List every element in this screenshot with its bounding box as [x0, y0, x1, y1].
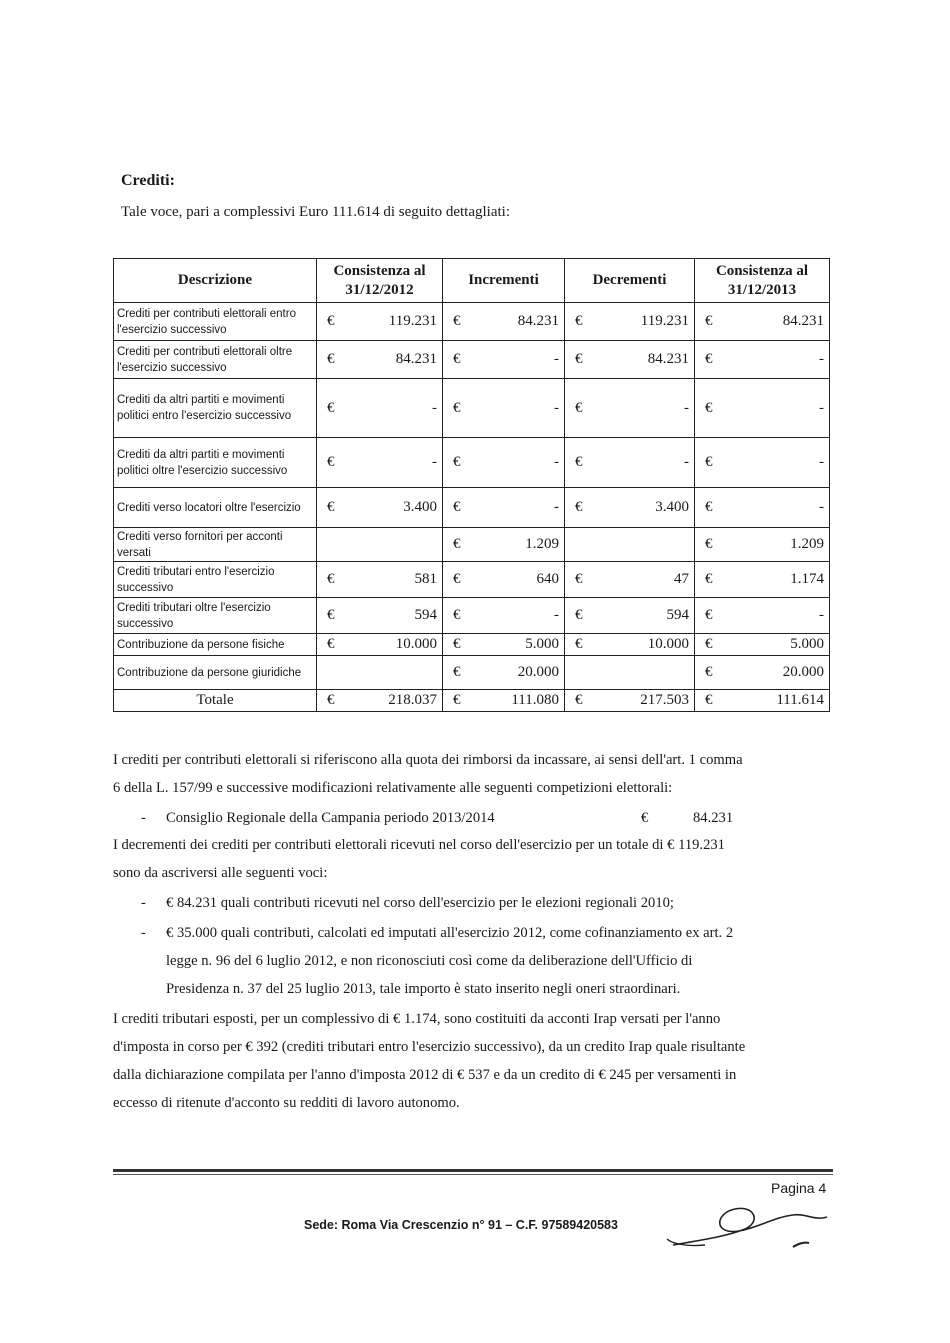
- paragraph-3-line-1: I crediti tributari esposti, per un complessivo di € 1.174, sono costituiti da acconti Irap versati per l'anno: [113, 1011, 721, 1027]
- bullet-1-text: Consiglio Regionale della Campania periodo 2013/2014: [166, 810, 495, 826]
- intro-text: Tale voce, pari a complessivi Euro 111.614 di seguito dettagliati:: [121, 204, 510, 220]
- amount-cell: [443, 488, 565, 528]
- euro-sign: €: [327, 499, 335, 515]
- amount-value: 1.209: [525, 536, 559, 552]
- amount-value: -: [554, 399, 559, 416]
- amount-value: 10.000: [395, 636, 437, 652]
- total-amount-value: 217.503: [640, 692, 689, 708]
- amount-value: 5.000: [525, 636, 559, 652]
- amount-cell: [443, 528, 565, 562]
- table-row: [114, 656, 830, 690]
- euro-sign: €: [327, 313, 335, 329]
- total-row: [114, 690, 830, 712]
- amount-cell: [317, 438, 443, 488]
- amount-cell: [695, 488, 830, 528]
- table-row: [114, 303, 830, 341]
- amount-cell: [565, 634, 695, 656]
- amount-cell: [695, 634, 830, 656]
- amount-value: 3.400: [403, 499, 437, 515]
- row-description: Crediti verso fornitori per acconti versati: [114, 528, 317, 562]
- euro-sign: €: [453, 351, 461, 367]
- amount-value: 119.231: [388, 313, 437, 329]
- amount-value: -: [819, 607, 824, 623]
- header-consistenza-2013: Consistenza al 31/12/2013: [695, 259, 830, 303]
- section-title: Crediti:: [121, 172, 175, 189]
- signature-image: [665, 1195, 845, 1265]
- paragraph-3-line-4: eccesso di ritenute d'acconto su redditi di lavoro autonomo.: [113, 1095, 460, 1111]
- euro-sign: €: [453, 607, 461, 623]
- amount-cell: [317, 303, 443, 341]
- amount-value: 581: [414, 571, 437, 587]
- bullet-3-line-3: Presidenza n. 37 del 25 luglio 2013, tale importo è stato inserito negli oneri straordinari.: [166, 981, 681, 997]
- euro-sign: €: [453, 692, 461, 708]
- total-amount-cell: [565, 690, 695, 712]
- amount-value: 10.000: [647, 636, 689, 652]
- header-descrizione: Descrizione: [114, 259, 317, 303]
- amount-value: -: [819, 399, 824, 416]
- euro-sign: €: [453, 664, 461, 680]
- amount-cell: [443, 598, 565, 634]
- table-row: [114, 438, 830, 488]
- euro-sign: €: [575, 571, 583, 587]
- euro-sign: €: [705, 454, 713, 470]
- amount-cell: [443, 341, 565, 379]
- row-description: Crediti tributari oltre l'esercizio successivo: [114, 598, 317, 634]
- paragraph-3-line-2: d'imposta in corso per € 392 (crediti tributari entro l'esercizio successivo), da un credito Irap quale risultante: [113, 1039, 746, 1055]
- euro-sign: €: [705, 664, 713, 680]
- euro-sign: €: [705, 607, 713, 623]
- amount-value: 5.000: [790, 636, 824, 652]
- header-decrementi: Decrementi: [565, 259, 695, 303]
- amount-cell: [695, 341, 830, 379]
- amount-value: -: [432, 399, 437, 416]
- amount-value: -: [554, 607, 559, 623]
- euro-sign: €: [327, 636, 335, 652]
- euro-sign: €: [575, 454, 583, 470]
- amount-value: 594: [414, 607, 437, 623]
- amount-cell: [443, 562, 565, 598]
- credits-table: [113, 258, 830, 712]
- bullet-dash-3: -: [141, 925, 146, 941]
- amount-cell: [565, 528, 695, 562]
- euro-sign: €: [705, 692, 713, 708]
- amount-cell: [443, 438, 565, 488]
- amount-cell: [565, 562, 695, 598]
- amount-cell: [565, 598, 695, 634]
- euro-sign: €: [705, 536, 713, 552]
- euro-sign: €: [575, 399, 583, 416]
- amount-cell: [317, 341, 443, 379]
- euro-sign: €: [453, 399, 461, 416]
- amount-value: 1.174: [790, 571, 824, 587]
- amount-cell: [565, 438, 695, 488]
- table-row: [114, 341, 830, 379]
- euro-sign: €: [453, 499, 461, 515]
- bullet-dash-2: -: [141, 895, 146, 911]
- amount-value: 3.400: [655, 499, 689, 515]
- amount-value: -: [819, 499, 824, 515]
- total-amount-cell: [443, 690, 565, 712]
- table-row: [114, 528, 830, 562]
- amount-cell: [695, 438, 830, 488]
- row-description: Contribuzione da persone giuridiche: [114, 656, 317, 690]
- total-amount-cell: [695, 690, 830, 712]
- amount-value: 84.231: [517, 313, 559, 329]
- amount-value: 20.000: [782, 664, 824, 680]
- paragraph-2-line-1: I decrementi dei crediti per contributi elettorali ricevuti nel corso dell'esercizio per un totale di € 119.231: [113, 837, 725, 853]
- euro-sign: €: [705, 313, 713, 329]
- amount-cell: [565, 303, 695, 341]
- bullet-1-value: 84.231: [693, 810, 734, 826]
- euro-sign: €: [453, 454, 461, 470]
- total-amount-cell: [317, 690, 443, 712]
- bullet-2-text: € 84.231 quali contributi ricevuti nel corso dell'esercizio per le elezioni regionali 2010;: [166, 895, 674, 911]
- euro-sign: €: [327, 351, 335, 367]
- euro-sign: €: [327, 692, 335, 708]
- bullet-1-currency: €: [641, 810, 649, 826]
- amount-value: -: [554, 454, 559, 470]
- amount-cell: [565, 379, 695, 438]
- euro-sign: €: [327, 571, 335, 587]
- amount-value: 640: [536, 571, 559, 587]
- amount-cell: [443, 656, 565, 690]
- amount-value: 47: [674, 571, 689, 587]
- euro-sign: €: [575, 351, 583, 367]
- row-description: Crediti da altri partiti e movimenti politici oltre l'esercizio successivo: [114, 438, 317, 488]
- amount-cell: [443, 634, 565, 656]
- amount-value: -: [554, 351, 559, 367]
- row-description: Crediti da altri partiti e movimenti politici entro l'esercizio successivo: [114, 379, 317, 438]
- amount-cell: [565, 656, 695, 690]
- euro-sign: €: [705, 351, 713, 367]
- total-amount-value: 111.080: [511, 692, 559, 708]
- euro-sign: €: [327, 607, 335, 623]
- table-row: [114, 379, 830, 438]
- amount-cell: [565, 488, 695, 528]
- amount-value: 1.209: [790, 536, 824, 552]
- row-description: Contribuzione da persone fisiche: [114, 634, 317, 656]
- amount-cell: [695, 528, 830, 562]
- amount-cell: [695, 656, 830, 690]
- bullet-dash-1: -: [141, 810, 146, 826]
- amount-cell: [317, 656, 443, 690]
- amount-cell: [565, 341, 695, 379]
- table-row: [114, 634, 830, 656]
- amount-cell: [317, 379, 443, 438]
- euro-sign: €: [575, 313, 583, 329]
- euro-sign: €: [705, 636, 713, 652]
- total-amount-value: 111.614: [776, 692, 824, 708]
- header-consistenza-2012: Consistenza al 31/12/2012: [317, 259, 443, 303]
- bullet-3-line-2: legge n. 96 del 6 luglio 2012, e non riconosciuti così come da deliberazione dell'Ufficio di: [166, 953, 693, 969]
- amount-cell: [317, 634, 443, 656]
- footer-rule-thick: [113, 1169, 833, 1172]
- amount-value: 20.000: [517, 664, 559, 680]
- amount-value: -: [684, 399, 689, 416]
- amount-value: -: [819, 351, 824, 367]
- euro-sign: €: [575, 607, 583, 623]
- euro-sign: €: [575, 499, 583, 515]
- row-description: Crediti tributari entro l'esercizio successivo: [114, 562, 317, 598]
- amount-cell: [695, 303, 830, 341]
- amount-value: 119.231: [640, 313, 689, 329]
- paragraph-1-line-2: 6 della L. 157/99 e successive modificazioni relativamente alle seguenti competizioni elettorali:: [113, 780, 673, 796]
- row-description: Crediti per contributi elettorali oltre l'esercizio successivo: [114, 341, 317, 379]
- euro-sign: €: [705, 499, 713, 515]
- row-description: Crediti verso locatori oltre l'esercizio: [114, 488, 317, 528]
- paragraph-2-line-2: sono da ascriversi alle seguenti voci:: [113, 865, 328, 881]
- euro-sign: €: [327, 454, 335, 470]
- total-amount-value: 218.037: [388, 692, 437, 708]
- euro-sign: €: [453, 313, 461, 329]
- amount-cell: [317, 562, 443, 598]
- amount-value: 84.231: [782, 313, 824, 329]
- amount-value: 594: [666, 607, 689, 623]
- amount-value: -: [819, 454, 824, 470]
- amount-cell: [443, 303, 565, 341]
- total-label: Totale: [114, 690, 317, 712]
- page-number: Pagina 4: [771, 1180, 827, 1196]
- euro-sign: €: [705, 571, 713, 587]
- euro-sign: €: [327, 399, 335, 416]
- amount-cell: [317, 598, 443, 634]
- amount-cell: [317, 528, 443, 562]
- amount-value: -: [684, 454, 689, 470]
- footer-rule-thin: [113, 1174, 833, 1175]
- header-incrementi: Incrementi: [443, 259, 565, 303]
- table-row: [114, 598, 830, 634]
- amount-value: -: [432, 454, 437, 470]
- paragraph-3-line-3: dalla dichiarazione compilata per l'anno d'imposta 2012 di € 537 e da un credito di € 245 per versamenti in: [113, 1067, 737, 1083]
- euro-sign: €: [575, 692, 583, 708]
- amount-cell: [695, 598, 830, 634]
- amount-cell: [317, 488, 443, 528]
- table-row: [114, 562, 830, 598]
- euro-sign: €: [575, 636, 583, 652]
- euro-sign: €: [453, 536, 461, 552]
- amount-cell: [695, 562, 830, 598]
- euro-sign: €: [705, 399, 713, 416]
- footer-address: Sede: Roma Via Crescenzio n° 91 – C.F. 97589420583: [304, 1218, 618, 1232]
- amount-cell: [443, 379, 565, 438]
- table-row: [114, 488, 830, 528]
- amount-value: 84.231: [647, 351, 689, 367]
- table-header-row: [114, 259, 830, 303]
- row-description: Crediti per contributi elettorali entro l'esercizio successivo: [114, 303, 317, 341]
- amount-value: 84.231: [395, 351, 437, 367]
- euro-sign: €: [453, 636, 461, 652]
- amount-cell: [695, 379, 830, 438]
- bullet-3-line-1: € 35.000 quali contributi, calcolati ed imputati all'esercizio 2012, come cofinanziamento ex art. 2: [166, 925, 734, 941]
- euro-sign: €: [453, 571, 461, 587]
- paragraph-1-line-1: I crediti per contributi elettorali si riferiscono alla quota dei rimborsi da incassare, ai sensi dell'art. 1 comma: [113, 752, 743, 768]
- amount-value: -: [554, 499, 559, 515]
